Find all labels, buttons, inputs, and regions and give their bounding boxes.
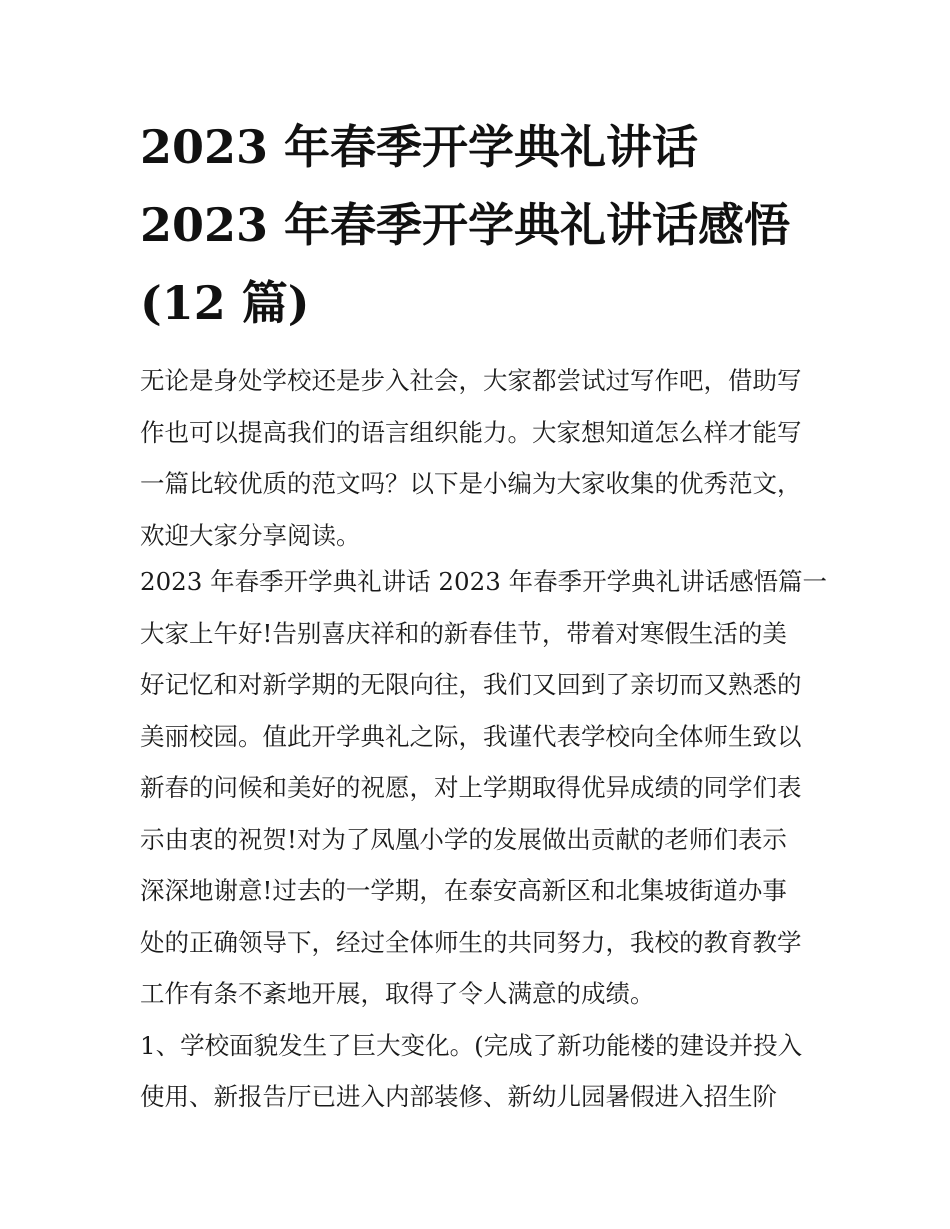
text-line: 深深地谢意!过去的一学期，在泰安高新区和北集坡街道办事 <box>140 876 787 905</box>
text-line: 作也可以提高我们的语言组织能力。大家想知道怎么样才能写 <box>140 417 802 447</box>
text-line: 工作有条不紊地开展，取得了令人满意的成绩。 <box>140 979 655 1008</box>
text-line: 美丽校园。值此开学典礼之际，我谨代表学校向全体师生致以 <box>140 721 802 751</box>
text-line: 新春的问候和美好的祝愿，对上学期取得优异成绩的同学们表 <box>140 773 802 802</box>
text-line: 处的正确领导下，经过全体师生的共同努力，我校的教育教学 <box>140 927 802 957</box>
text-line: 大家上午好!告别喜庆祥和的新春佳节，带着对寒假生活的美 <box>140 618 787 648</box>
text-line: 无论是身处学校还是步入社会，大家都尝试过写作吧，借助写 <box>140 366 802 395</box>
list-item-line: 1、学校面貌发生了巨大变化。(完成了新功能楼的建设并投入 <box>140 1030 803 1060</box>
text-line: 示由衷的祝贺!对为了凤凰小学的发展做出贡献的老师们表示 <box>140 824 787 854</box>
title-line: (12 篇) <box>140 276 310 330</box>
text-line: 欢迎大家分享阅读。 <box>140 520 361 550</box>
title-line: 2023 年春季开学典礼讲话 <box>140 120 699 174</box>
document-title <box>140 108 830 342</box>
intro-paragraph <box>140 355 830 561</box>
text-line: 一篇比较优质的范文吗？以下是小编为大家收集的优秀范文， <box>140 469 802 498</box>
text-line: 好记忆和对新学期的无限向往，我们又回到了亲切而又熟悉的 <box>140 670 802 699</box>
section-heading-line: 2023 年春季开学典礼讲话 2023 年春季开学典礼讲话感悟篇一 <box>140 567 828 596</box>
speech-body <box>140 556 830 1123</box>
title-line: 2023 年春季开学典礼讲话感悟 <box>140 198 791 252</box>
text-line: 使用、新报告厅已进入内部装修、新幼儿园暑假进入招生阶 <box>140 1082 777 1111</box>
